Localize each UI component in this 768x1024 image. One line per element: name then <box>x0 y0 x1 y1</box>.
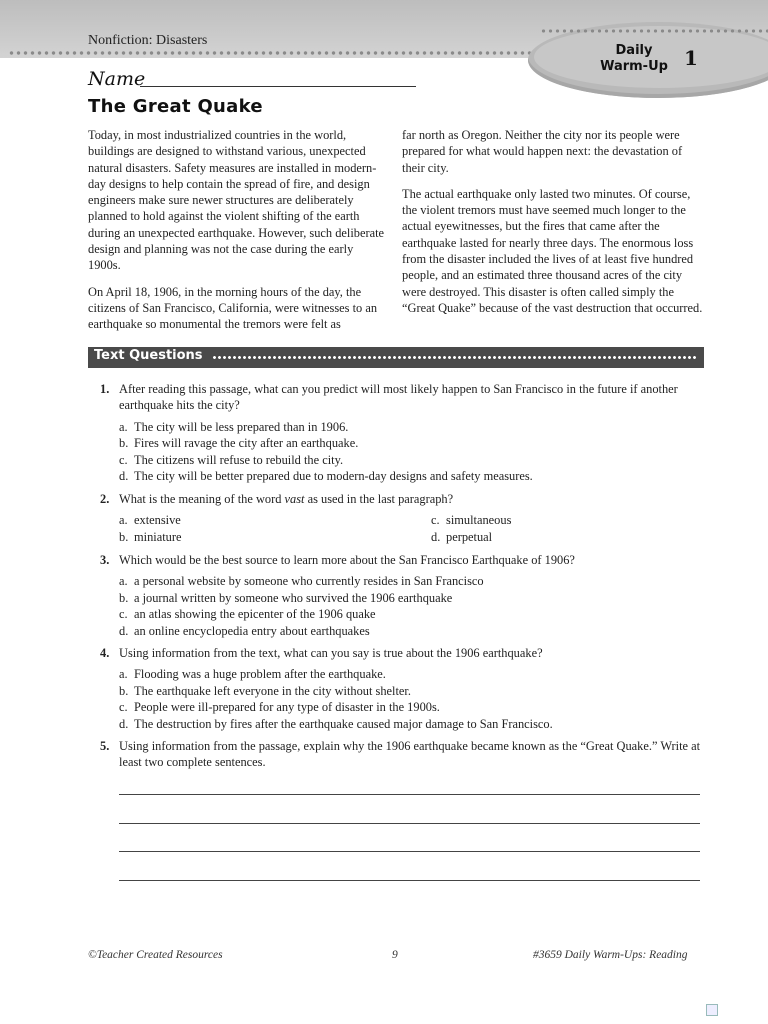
option-letter: a. <box>119 667 128 682</box>
option-letter: c. <box>119 700 128 715</box>
option-letter: c. <box>119 452 128 467</box>
answer-option-b[interactable] <box>119 590 704 607</box>
question-text: Which would be the best source to learn more about the San Francisco Earthquake of 1906? <box>119 553 575 567</box>
option-text: The city will be less prepared than in 1906. <box>134 419 349 434</box>
answer-option-c[interactable] <box>119 606 704 623</box>
option-letter: b. <box>119 529 129 544</box>
answer-write-line-1[interactable] <box>119 794 700 795</box>
name-write-line[interactable] <box>140 86 416 87</box>
question-number: 2. <box>100 492 110 506</box>
answer-option-a[interactable] <box>119 512 431 529</box>
option-text: an atlas showing the epicenter of the 1906 quake <box>134 607 376 622</box>
passage-column-right <box>402 127 706 326</box>
passage-paragraph-2-part1: On April 18, 1906, in the morning hours of the day, the citizens of San Francisco, California, were witnesses to an earthquake so monumental the tremors were felt as <box>88 284 378 332</box>
passage-paragraph-2-continued <box>402 127 706 176</box>
option-letter: b. <box>119 436 129 451</box>
question-number: 4. <box>100 646 110 660</box>
answer-option-a[interactable] <box>119 573 704 590</box>
passage-column-left <box>88 127 388 343</box>
option-text: The city will be better prepared due to modern-day designs and safety measures. <box>134 469 533 484</box>
answer-option-d[interactable] <box>119 623 704 640</box>
question-number: 5. <box>100 739 110 753</box>
option-text: simultaneous <box>446 513 512 528</box>
option-letter: d. <box>119 469 129 484</box>
option-letter: a. <box>119 513 128 528</box>
answer-option-c[interactable] <box>119 452 704 469</box>
question-text: Using information from the passage, explain why the 1906 earthquake became known as the “Great Quake.” Write at least two complete sentences. <box>119 739 701 770</box>
footer-page-number: 9 <box>392 949 398 961</box>
option-text: extensive <box>134 513 181 528</box>
option-text: a journal written by someone who survived the 1906 earthquake <box>134 590 453 605</box>
option-text: The citizens will refuse to rebuild the city. <box>134 452 344 467</box>
option-text: a personal website by someone who currently resides in San Francisco <box>134 574 484 589</box>
question-number: 3. <box>100 553 110 567</box>
passage-paragraph-2 <box>88 284 388 333</box>
page-title: The Great Quake <box>88 96 263 117</box>
option-letter: a. <box>119 574 128 589</box>
question-text: After reading this passage, what can you predict will most likely happen to San Francisco in the future if another earthquake hits the city? <box>119 382 678 413</box>
name-label: Name <box>88 68 146 90</box>
answer-write-line-4[interactable] <box>119 880 700 881</box>
section-header-bar <box>88 347 704 368</box>
option-text: People were ill-prepared for any type of disaster in the 1900s. <box>134 700 440 715</box>
answer-option-b[interactable] <box>119 683 704 700</box>
warmup-label <box>592 43 676 75</box>
question-1 <box>100 381 704 485</box>
question-text <box>119 491 704 507</box>
answer-option-a[interactable] <box>119 666 704 683</box>
warmup-label-line1: Daily <box>615 43 653 58</box>
option-letter: b. <box>119 683 129 698</box>
question-4 <box>100 645 704 733</box>
answer-write-line-2[interactable] <box>119 823 700 824</box>
footer-book-title: #3659 Daily Warm-Ups: Reading <box>533 949 688 961</box>
option-letter: d. <box>119 624 129 639</box>
answer-options <box>119 512 704 545</box>
answer-option-d[interactable] <box>431 529 701 546</box>
option-letter: d. <box>119 717 129 732</box>
question-text-after: as used in the last paragraph? <box>304 492 454 506</box>
question-5 <box>100 738 704 771</box>
answer-option-b[interactable] <box>119 529 431 546</box>
section-title: Text Questions <box>94 348 203 363</box>
question-number: 1. <box>100 382 110 396</box>
answer-options <box>119 419 704 485</box>
answer-write-line-3[interactable] <box>119 851 700 852</box>
warmup-number: 1 <box>684 46 698 70</box>
option-letter: a. <box>119 419 128 434</box>
option-text: Fires will ravage the city after an earthquake. <box>134 436 359 451</box>
answer-option-b[interactable] <box>119 435 704 452</box>
warmup-label-line2: Warm-Up <box>600 59 668 74</box>
option-letter: c. <box>431 513 440 528</box>
option-text: The earthquake left everyone in the city without shelter. <box>134 683 411 698</box>
answer-options <box>119 666 704 732</box>
option-letter: d. <box>431 529 441 544</box>
answer-option-c[interactable] <box>119 699 704 716</box>
question-3 <box>100 552 704 640</box>
passage-paragraph-1: Today, in most industrialized countries in the world, buildings are designed to withstand various, unexpected natural disasters. Safety measures are installed in modern-day designs to help contain the spread of fire, and design engineers make sure newer structures are deliberately planned to hold against the violent shifting of the earth during an unexpected earthquake. However, such deliberate design and planning was not the case during the early 1900s. <box>88 128 385 273</box>
option-text: an online encyclopedia entry about earthquakes <box>134 624 370 639</box>
category-label: Nonfiction: Disasters <box>88 33 208 48</box>
option-text: Flooding was a huge problem after the earthquake. <box>134 667 386 682</box>
option-text: The destruction by fires after the earthquake caused major damage to San Francisco. <box>134 717 553 732</box>
answer-options <box>119 573 704 639</box>
question-text: Using information from the text, what can you say is true about the 1906 earthquake? <box>119 646 543 660</box>
option-text: perpetual <box>446 529 493 544</box>
question-text-italic-word: vast <box>284 492 305 506</box>
option-letter: c. <box>119 607 128 622</box>
header-dot-rule <box>8 50 538 56</box>
footer-publisher: ©Teacher Created Resources <box>88 949 223 961</box>
answer-option-d[interactable] <box>119 716 704 733</box>
section-dot-rule <box>212 355 698 360</box>
question-2 <box>100 491 704 545</box>
corner-logo-icon <box>706 1004 718 1016</box>
answer-option-c[interactable] <box>431 512 701 529</box>
answer-option-d[interactable] <box>119 468 704 485</box>
passage-paragraph-2-part2: far north as Oregon. Neither the city nor its people were prepared for what would happen next: the devastation of their city. <box>402 128 683 175</box>
question-text-before: What is the meaning of the word <box>119 492 285 506</box>
answer-option-a[interactable] <box>119 419 704 436</box>
passage-paragraph-3: The actual earthquake only lasted two minutes. Of course, the violent tremors must have seemed much longer to the actual eyewitnesses, but the fires that came after the earthquake lasted for nearly three days. The enormous loss from the disaster included the lives of at least five hundred people, and an estimated three thousand acres of the city were destroyed. This disaster is often called simply the “Great Quake” because of the vast destruction that occurred. <box>402 186 703 315</box>
option-letter: b. <box>119 590 129 605</box>
option-text: miniature <box>134 529 182 544</box>
warmup-badge-dots <box>540 27 768 35</box>
